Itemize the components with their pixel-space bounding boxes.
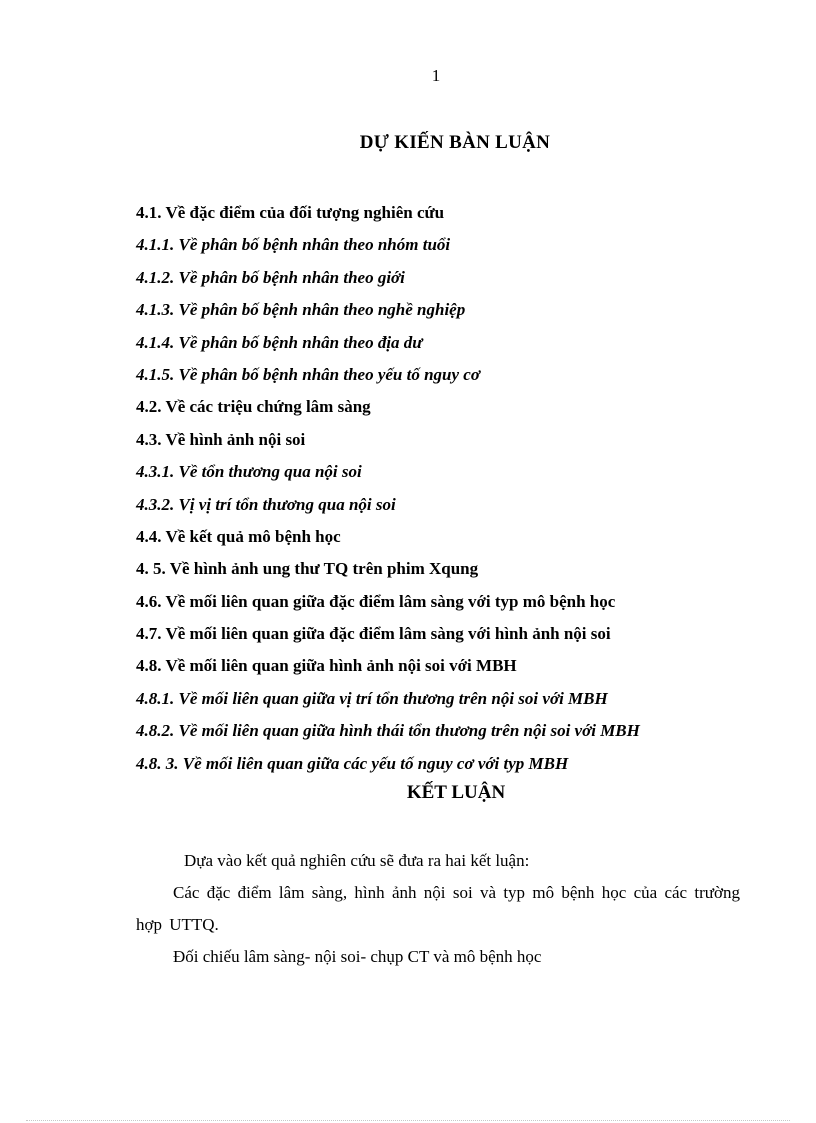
outline-item: 4.7. Về mối liên quan giữa đặc điểm lâm sàng với hình ảnh nội soi bbox=[136, 624, 611, 644]
outline-item: 4.3. Về hình ảnh nội soi bbox=[136, 429, 306, 449]
outline-item: 4.1.1. Về phân bố bệnh nhân theo nhóm tuổi bbox=[136, 235, 451, 255]
conclusion-paragraph: Các đặc điểm lâm sàng, hình ảnh nội soi và typ mô bệnh học của các trường hợp UTTQ. bbox=[136, 883, 740, 934]
conclusion-title: KẾT LUẬN bbox=[406, 782, 506, 803]
outline-item: 4.6. Về mối liên quan giữa đặc điểm lâm sàng với typ mô bệnh học bbox=[136, 591, 616, 611]
outline-item: 4.8. Về mối liên quan giữa hình ảnh nội soi với MBH bbox=[136, 656, 517, 676]
outline-item: 4.1.4. Về phân bố bệnh nhân theo địa dư bbox=[136, 332, 423, 352]
outline-item: 4.4. Về kết quả mô bệnh học bbox=[136, 526, 341, 546]
outline-item: 4.3.1. Về tổn thương qua nội soi bbox=[136, 462, 362, 482]
outline-item: 4.1.3. Về phân bố bệnh nhân theo nghề nghiệp bbox=[136, 300, 466, 320]
outline-item: 4.8.2. Về mối liên quan giữa hình thái tổn thương trên nội soi với MBH bbox=[136, 721, 640, 741]
outline-item: 4. 5. Về hình ảnh ung thư TQ trên phim Xqung bbox=[136, 559, 479, 579]
outline-item: 4.3.2. Vị vị trí tổn thương qua nội soi bbox=[136, 494, 396, 514]
conclusion-paragraph: Đối chiếu lâm sàng- nội soi- chụp CT và mô bệnh học bbox=[173, 947, 542, 966]
conclusion-paragraph: Dựa vào kết quả nghiên cứu sẽ đưa ra hai kết luận: bbox=[184, 851, 530, 870]
outline-item: 4.1. Về đặc điểm của đối tượng nghiên cứu bbox=[136, 203, 445, 222]
outline-item: 4.1.2. Về phân bố bệnh nhân theo giới bbox=[136, 267, 405, 287]
outline-item: 4.2. Về các triệu chứng lâm sàng bbox=[136, 397, 371, 417]
outline-item: 4.8. 3. Về mối liên quan giữa các yếu tố nguy cơ với typ MBH bbox=[136, 753, 569, 773]
outline-item: 4.1.5. Về phân bố bệnh nhân theo yếu tố nguy cơ bbox=[136, 364, 480, 384]
outline-item: 4.8.1. Về mối liên quan giữa vị trí tổn thương trên nội soi với MBH bbox=[136, 688, 608, 708]
section-title: DỰ KIẾN BÀN LUẬN bbox=[359, 132, 551, 153]
outline-list bbox=[136, 200, 756, 783]
page-bottom-rule bbox=[26, 1120, 790, 1121]
page-number: 1 bbox=[431, 66, 441, 85]
